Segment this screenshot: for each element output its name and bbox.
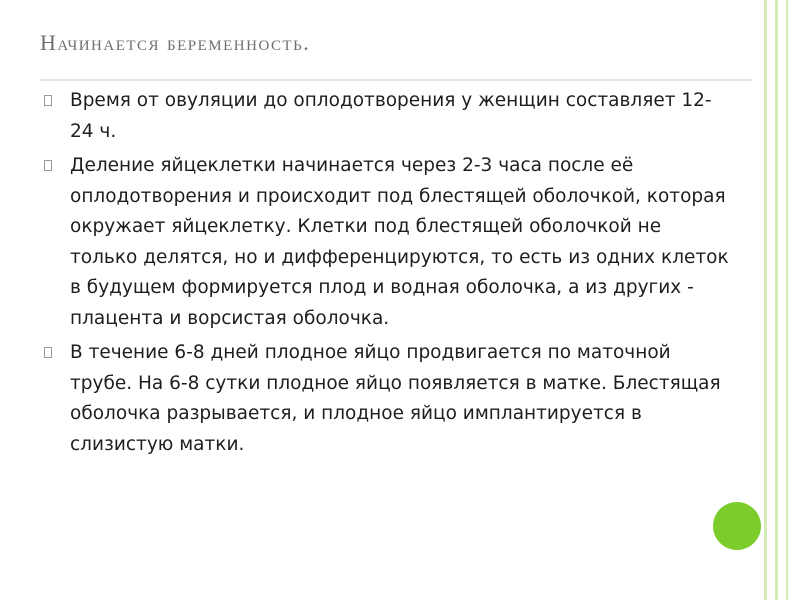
square-bullet-icon (44, 95, 52, 106)
bullet-text: Деление яйцеклетки начинается через 2-3 часа после её оплодотворения и происходит под блестящей оболочкой, которая окружает яйцеклетку. Клетки под блестящей оболочкой не только делятся, но и дифференцируются, то есть из одних клеток в будущем формируется плод и водная оболочка, а из других - плацента и ворсистая оболочка. (70, 155, 729, 329)
bullet-text: Время от овуляции до оплодотворения у женщин составляет 12-24 ч. (70, 90, 712, 142)
title-divider (40, 79, 752, 81)
green-circle-decoration (713, 502, 761, 550)
bullet-item (44, 86, 734, 147)
square-bullet-icon (44, 160, 52, 171)
bullet-item (44, 151, 734, 334)
bullet-text: В течение 6-8 дней плодное яйцо продвигается по маточной трубе. На 6-8 сутки плодное яйцо появляется в матке. Блестящая оболочка разрывается, и плодное яйцо имплантируется в слизистую матки. (70, 342, 721, 455)
frame-line-left (764, 0, 767, 600)
bullet-list (44, 86, 734, 464)
slide-title: Начинается беременность. (40, 30, 311, 55)
frame-line-right (786, 0, 788, 600)
square-bullet-icon (44, 347, 52, 358)
bullet-item (44, 338, 734, 460)
frame-line-middle (775, 0, 778, 600)
